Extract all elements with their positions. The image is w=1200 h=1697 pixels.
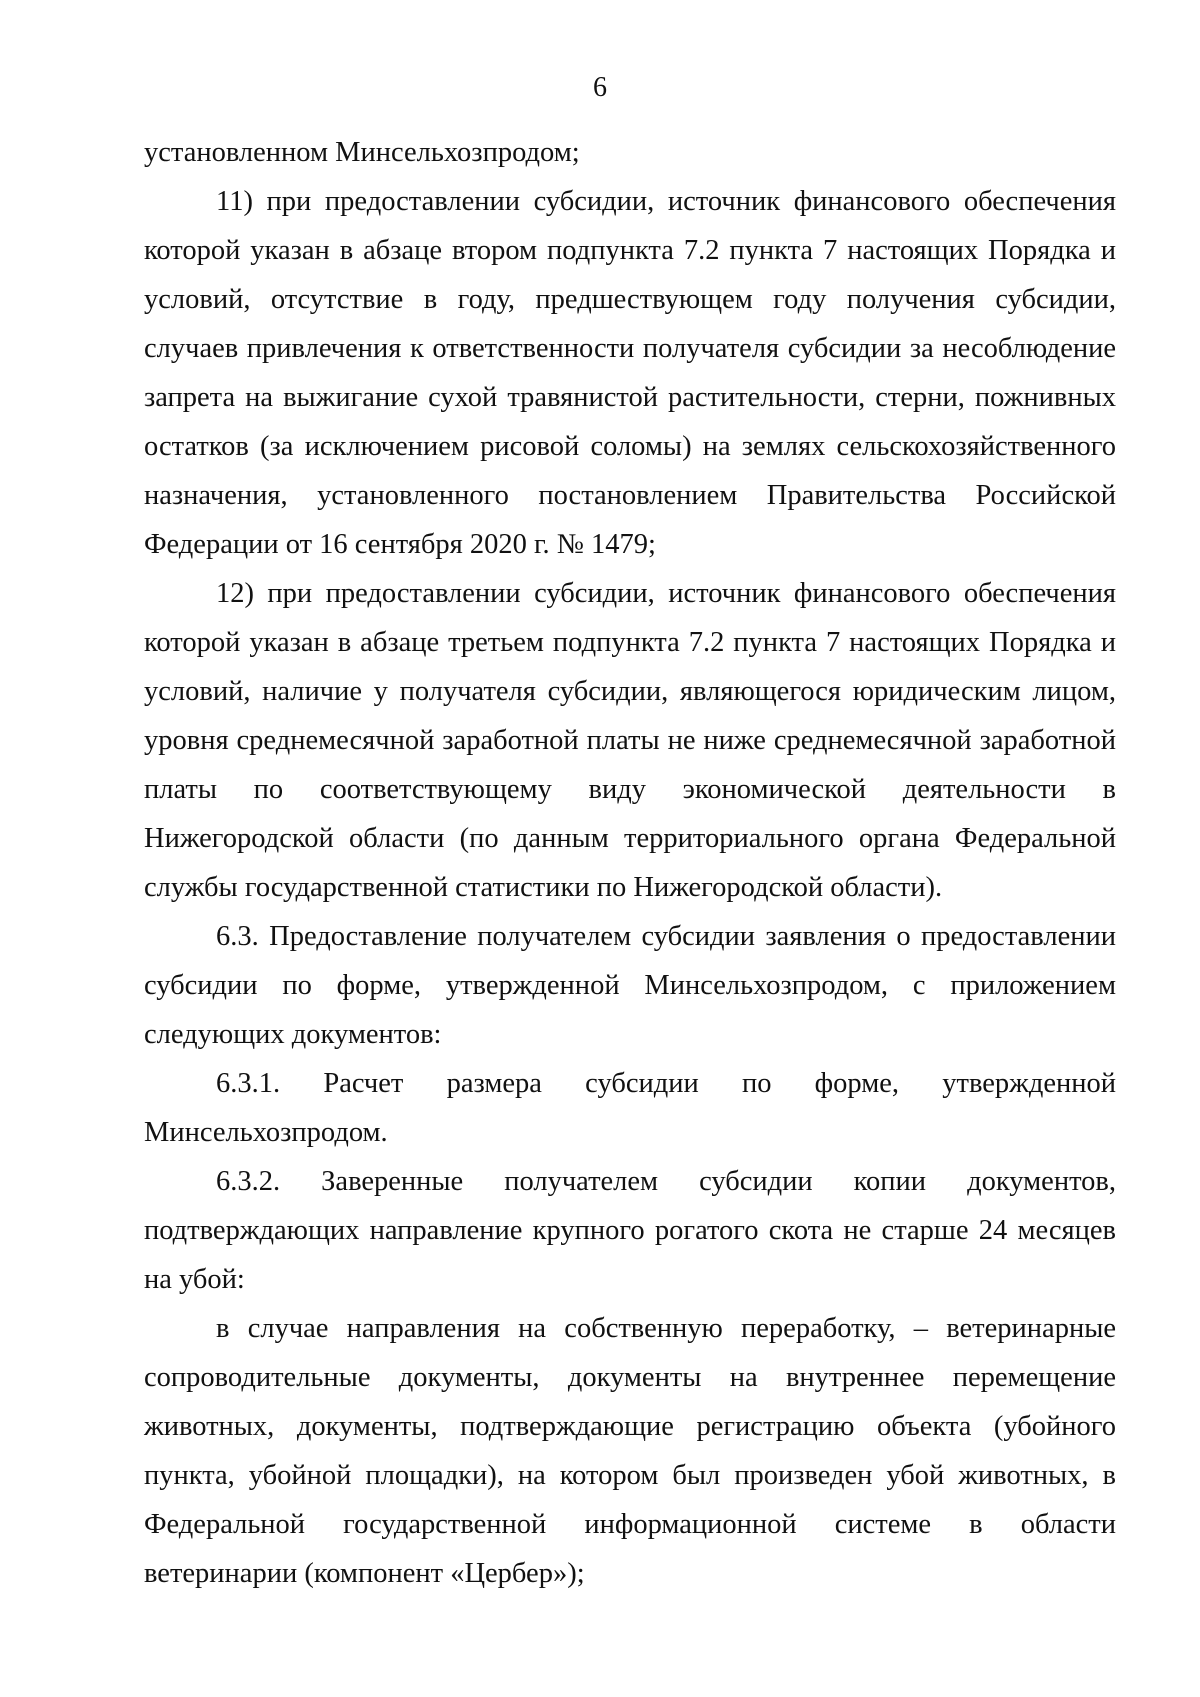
paragraph-6-3-1: 6.3.1. Расчет размера субсидии по форме, утвержденной Минсельхозпродом.	[144, 1068, 1116, 1148]
paragraph-own-processing: в случае направления на собственную переработку, – ветеринарные сопроводительные документы, документы на внутреннее перемещение животных, документы, подтверждающие регистрацию объекта (убойного пункта, убойной площадки), на котором был произведен убой животных, в Федеральной государственной информационной системе в области ветеринарии (компонент «Цербер»);	[144, 1313, 1116, 1589]
paragraph-item-12: 12) при предоставлении субсидии, источник финансового обеспечения которой указан в абзаце третьем подпункта 7.2 пункта 7 настоящих Порядка и условий, наличие у получателя субсидии, являющегося юридическим лицом, уровня среднемесячной заработной платы не ниже среднемесячной заработной платы по соответствующему виду экономической деятельности в Нижегородской области (по данным территориального органа Федеральной службы государственной статистики по Нижегородской области).	[144, 578, 1116, 903]
paragraph-continuation: установленном Минсельхозпродом;	[144, 137, 580, 168]
paragraph-6-3-2: 6.3.2. Заверенные получателем субсидии копии документов, подтверждающих направление крупного рогатого скота не старше 24 месяцев на убой:	[144, 1166, 1116, 1295]
page-number: 6	[593, 72, 607, 103]
paragraph-item-11: 11) при предоставлении субсидии, источник финансового обеспечения которой указан в абзаце втором подпункта 7.2 пункта 7 настоящих Порядка и условий, отсутствие в году, предшествующем году получения субсидии, случаев привлечения к ответственности получателя субсидии за несоблюдение запрета на выжигание сухой травянистой растительности, стерни, пожнивных остатков (за исключением рисовой соломы) на землях сельскохозяйственного назначения, установленного постановлением Правительства Российской Федерации от 16 сентября 2020 г. № 1479;	[144, 186, 1116, 560]
document-body	[144, 128, 1116, 1598]
paragraph-6-3: 6.3. Предоставление получателем субсидии заявления о предоставлении субсидии по форме, утвержденной Минсельхозпродом, с приложением следующих документов:	[144, 921, 1116, 1050]
